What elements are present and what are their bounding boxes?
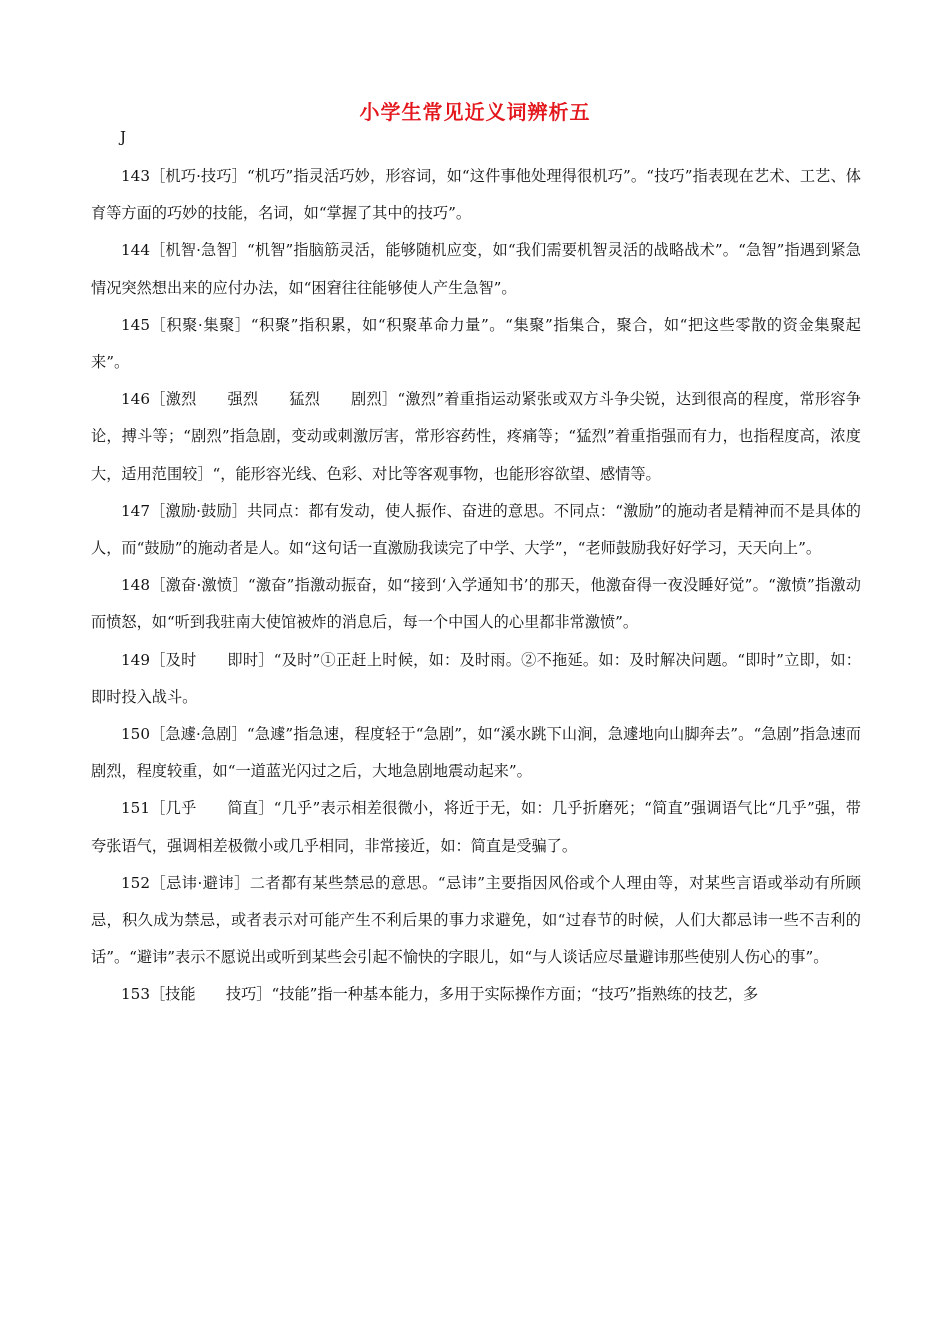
entry-text: 150［急遽·急剧］“急遽”指急速，程度轻于“急剧”，如“溪水跳下山涧，急遽地向山脚奔去”。“急剧”指急速而剧烈，程度较重，如“一道蓝光闪过之后，大地急剧地震动起来”。 — [91, 725, 861, 781]
entry-text: 152［忌讳·避讳］二者都有某些禁忌的意思。“忌讳”主要指因风俗或个人理由等，对某些言语或举动有所顾忌，积久成为禁忌，或者表示对可能产生不利后果的事力求避免，如“过春节的时候，人们大都忌讳一些不吉利的话”。“避讳”表示不愿说出或听到某些会引起不愉快的字眼儿，如“与人谈话应尽量避讳那些使别人伤心的事”。 — [91, 873, 861, 967]
entry-text: 153［技能 技巧］“技能”指一种基本能力，多用于实际操作方面；“技巧”指熟练的技艺，多 — [121, 985, 759, 1004]
entry-text: 147［激励·鼓励］共同点：都有发动，使人振作、奋进的意思。不同点：“激励”的施动者是精神而不是具体的人，而“鼓励”的施动者是人。如“这句话一直激励我读完了中学、大学”，“老师鼓励我好好学习，天天向上”。 — [91, 501, 861, 558]
entry-150 — [91, 716, 861, 790]
document-body — [91, 158, 861, 1014]
entry-146 — [91, 381, 861, 493]
entry-153 — [91, 976, 861, 1013]
entry-152 — [91, 865, 861, 977]
entry-147 — [91, 493, 861, 567]
entry-text: 149［及时 即时］“及时”①正赶上时候，如：及时雨。②不拖延。如：及时解决问题。“即时”立即，如：即时投入战斗。 — [91, 650, 861, 706]
entry-148 — [91, 567, 861, 641]
document-title: 小学生常见近义词辨析五 — [359, 100, 591, 124]
entry-149 — [91, 642, 861, 716]
section-letter: J — [120, 128, 127, 146]
entry-text: 151［几乎 简直］“几乎”表示相差很微小，将近于无，如：几乎折磨死；“简直”强调语气比“几乎”强，带夸张语气，强调相差极微小或几乎相同，非常接近，如：简直是受骗了。 — [91, 799, 861, 855]
entry-text: 144［机智·急智］“机智”指脑筋灵活，能够随机应变，如“我们需要机智灵活的战略战术”。“急智”指遇到紧急情况突然想出来的应付办法，如“困窘往往能够使人产生急智”。 — [91, 241, 861, 297]
entry-text: 146［激烈 强烈 猛烈 剧烈］“激烈”着重指运动紧张或双方斗争尖锐，达到很高的程度，常形容争论，搏斗等；“剧烈”指急剧，变动或刺激厉害，常形容药性，疼痛等；“猛烈”着重指强而有力，也指程度高，浓度大，适用范围较］“，能形容光线、色彩、对比等客观事物，也能形容欲望、感情等。 — [91, 390, 861, 483]
entry-145 — [91, 307, 861, 381]
entry-144 — [91, 232, 861, 306]
entry-143 — [91, 158, 861, 232]
entry-151 — [91, 790, 861, 864]
entry-text: 145［积聚·集聚］“积聚”指积累，如“积聚革命力量”。“集聚”指集合，聚合，如“把这些零散的资金集聚起来”。 — [91, 315, 861, 372]
entry-text: 143［机巧·技巧］“机巧”指灵活巧妙，形容词，如“这件事他处理得很机巧”。“技巧”指表现在艺术、工艺、体育等方面的巧妙的技能，名词，如“掌握了其中的技巧”。 — [91, 167, 861, 223]
entry-text: 148［激奋·激愤］“激奋”指激动振奋，如“接到‘入学通知书’的那天，他激奋得一夜没睡好觉”。“激愤”指激动而愤怒，如“听到我驻南大使馆被炸的消息后，每一个中国人的心里都非常激愤”。 — [91, 576, 861, 632]
